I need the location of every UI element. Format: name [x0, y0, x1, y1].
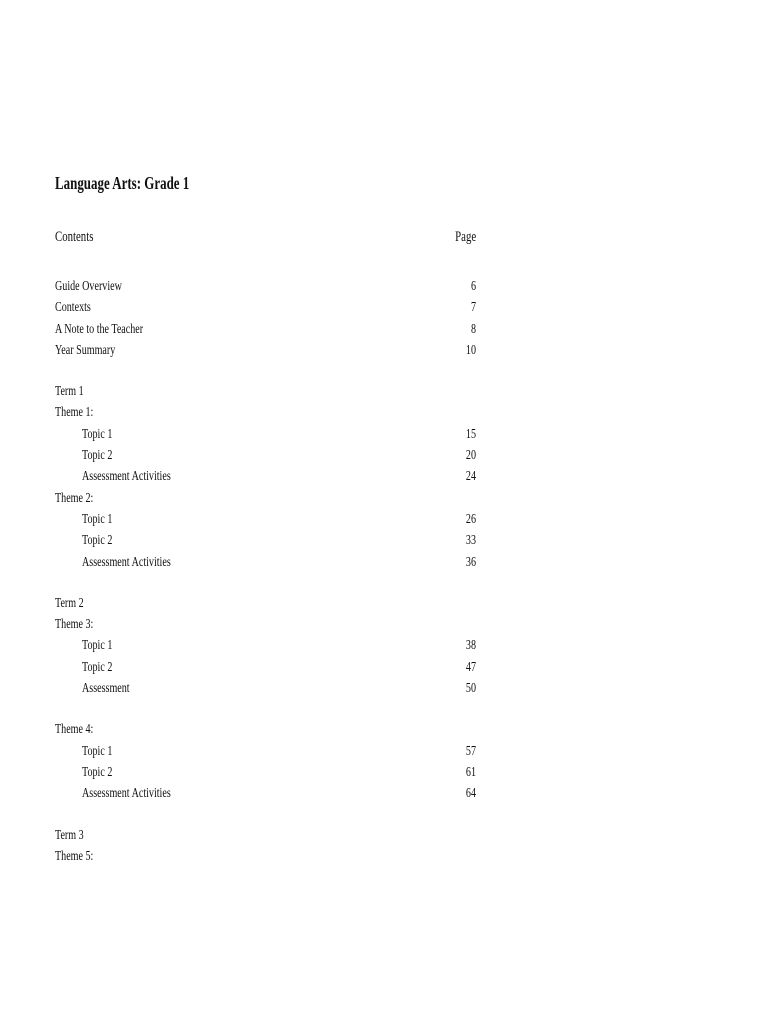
toc-page-number: 38	[465, 638, 476, 654]
toc-entry-label: Contexts	[55, 300, 91, 316]
toc-entry-label: Year Summary	[55, 342, 116, 358]
toc-entry	[55, 825, 476, 846]
toc-entry-label: Term 3	[55, 827, 84, 843]
toc-subentry	[55, 741, 476, 762]
toc-entry	[55, 297, 476, 318]
toc-entry	[55, 340, 476, 361]
toc-entry-label: Topic 2	[82, 659, 113, 675]
toc-page-number: 47	[465, 659, 476, 675]
contents-heading: Contents	[55, 229, 94, 245]
toc-entry-label: A Note to the Teacher	[55, 321, 144, 337]
toc-entry-label: Assessment	[82, 681, 130, 697]
toc-entry	[55, 719, 476, 740]
toc-subentry	[55, 783, 476, 804]
section-spacer	[55, 805, 476, 825]
toc-subentry	[55, 466, 476, 487]
toc-entry-label: Topic 2	[82, 448, 113, 464]
toc-subentry	[55, 424, 476, 445]
toc-entry-label: Topic 2	[82, 533, 113, 549]
toc-subentry	[55, 657, 476, 678]
toc-subentry	[55, 635, 476, 656]
toc-page-number: 15	[465, 426, 476, 442]
toc-subentry	[55, 552, 476, 573]
toc-entry-label: Theme 1:	[55, 405, 94, 421]
toc-entry-label: Topic 1	[82, 511, 113, 527]
section-spacer	[55, 361, 476, 381]
toc-page-number: 33	[465, 533, 476, 549]
toc-entry-label: Term 2	[55, 595, 84, 611]
toc-entry-label: Assessment Activities	[82, 469, 171, 485]
table-of-contents	[55, 276, 476, 867]
toc-entry-label: Theme 5:	[55, 848, 94, 864]
toc-page-number: 10	[465, 342, 476, 358]
toc-entry-label: Topic 1	[82, 426, 113, 442]
section-spacer	[55, 573, 476, 593]
toc-page-number: 61	[465, 764, 476, 780]
toc-entry-label: Topic 1	[82, 743, 113, 759]
toc-subentry	[55, 530, 476, 551]
toc-entry-label: Topic 1	[82, 638, 113, 654]
toc-entry-label: Guide Overview	[55, 279, 122, 294]
toc-entry-label: Assessment Activities	[82, 554, 171, 570]
toc-entry-label: Theme 2:	[55, 490, 94, 506]
toc-subentry	[55, 762, 476, 783]
toc-entry	[55, 319, 476, 340]
toc-page-number: 26	[465, 511, 476, 527]
toc-page-number: 36	[465, 554, 476, 570]
document-title: Language Arts: Grade 1	[55, 173, 190, 193]
toc-page-number: 6	[470, 279, 476, 294]
toc-entry-label: Theme 4:	[55, 722, 94, 738]
toc-entry	[55, 593, 476, 614]
toc-entry	[55, 381, 476, 402]
toc-subentry	[55, 678, 476, 699]
toc-entry-label: Topic 2	[82, 764, 113, 780]
toc-entry-label: Term 1	[55, 384, 84, 400]
toc-page-number: 24	[465, 469, 476, 485]
toc-page-number: 57	[465, 743, 476, 759]
toc-entry	[55, 276, 476, 297]
toc-entry	[55, 402, 476, 423]
toc-entry-label: Assessment Activities	[82, 786, 171, 802]
toc-page-number: 7	[470, 300, 476, 316]
toc-entry-label: Theme 3:	[55, 617, 94, 633]
toc-page-number: 8	[470, 321, 476, 337]
toc-page-number: 20	[465, 448, 476, 464]
toc-page-number: 50	[465, 681, 476, 697]
page-column-heading: Page	[454, 229, 476, 245]
toc-entry	[55, 488, 476, 509]
section-spacer	[55, 699, 476, 719]
toc-subentry	[55, 445, 476, 466]
toc-subentry	[55, 509, 476, 530]
toc-page-number: 64	[465, 786, 476, 802]
toc-entry	[55, 614, 476, 635]
toc-entry	[55, 846, 476, 867]
